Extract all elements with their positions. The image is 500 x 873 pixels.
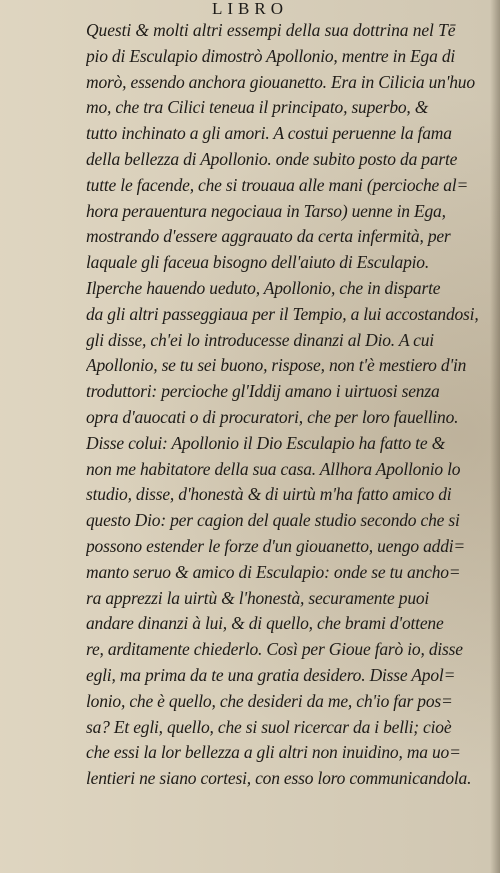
- text-line: troduttori: percioche gl'Iddij amano i uirtuosi senza: [86, 381, 440, 402]
- text-line: tutto inchinato a gli amori. A costui peruenne la fama: [86, 123, 452, 144]
- text-line: manto seruo & amico di Esculapio: onde se tu ancho=: [86, 561, 461, 582]
- text-line: lentieri ne siano cortesi, con esso loro communicandola.: [86, 768, 472, 789]
- text-line: da gli altri passeggiaua per il Tempio, a lui accostandosi,: [86, 303, 479, 324]
- text-line: lonio, che è quello, che desideri da me, ch'io far pos=: [86, 690, 453, 711]
- text-line: sa? Et egli, quello, che si suol ricercar da i belli; cioè: [86, 716, 452, 737]
- text-line: tutte le facende, che si trouaua alle mani (percioche al=: [86, 174, 469, 195]
- text-line: della bellezza di Apollonio. onde subito posto da parte: [86, 148, 458, 169]
- text-line: egli, ma prima da te una gratia desidero. Disse Apol=: [86, 664, 456, 685]
- text-line: questo Dio: per cagion del quale studio secondo che si: [86, 510, 460, 531]
- text-line: laquale gli faceua bisogno dell'aiuto di Esculapio.: [86, 252, 430, 273]
- running-header: LIBRO: [212, 0, 288, 18]
- text-line: non me habitatore della sua casa. Allhora Apollonio lo: [86, 458, 461, 479]
- text-line: hora perauentura negociaua in Tarso) uenne in Ega,: [86, 200, 446, 221]
- text-line: andare dinanzi à lui, & di quello, che brami d'ottene: [86, 613, 444, 634]
- text-line: pio di Esculapio dimostrò Apollonio, mentre in Ega di: [86, 45, 456, 66]
- text-line: re, arditamente chiederlo. Così per Gioue farò io, disse: [86, 639, 463, 660]
- text-line: morò, essendo anchora giouanetto. Era in Cilicia un'huo: [86, 71, 475, 92]
- text-line: che essi la lor bellezza a gli altri non inuidino, ma uo=: [86, 742, 461, 763]
- text-line: Apollonio, se tu sei buono, rispose, non t'è mestiero d'in: [86, 355, 467, 376]
- text-line: Questi & molti altri essempi della sua dottrina nel Tē: [86, 20, 456, 40]
- text-line: mo, che tra Cilici teneua il principato, superbo, &: [86, 97, 429, 118]
- text-line: opra d'auocati o di procuratori, che per loro fauellino.: [86, 406, 459, 427]
- text-line: studio, disse, d'honestà & di uirtù m'ha fatto amico di: [86, 484, 452, 505]
- text-line: mostrando d'essere aggrauato da certa infermità, per: [86, 226, 451, 247]
- text-line: possono estender le forze d'un giouanetto, uengo addi=: [86, 535, 466, 556]
- text-line: Ilperche hauendo ueduto, Apollonio, che in disparte: [86, 277, 441, 298]
- text-line: ra apprezzi la uirtù & l'honestà, securamente puoi: [86, 587, 430, 608]
- text-line: gli disse, ch'ei lo introducesse dinanzi al Dio. A cui: [86, 329, 434, 350]
- body-text: [86, 18, 496, 792]
- text-line: Disse colui: Apollonio il Dio Esculapio ha fatto te &: [86, 432, 445, 453]
- page-edge-shadow: [490, 0, 500, 873]
